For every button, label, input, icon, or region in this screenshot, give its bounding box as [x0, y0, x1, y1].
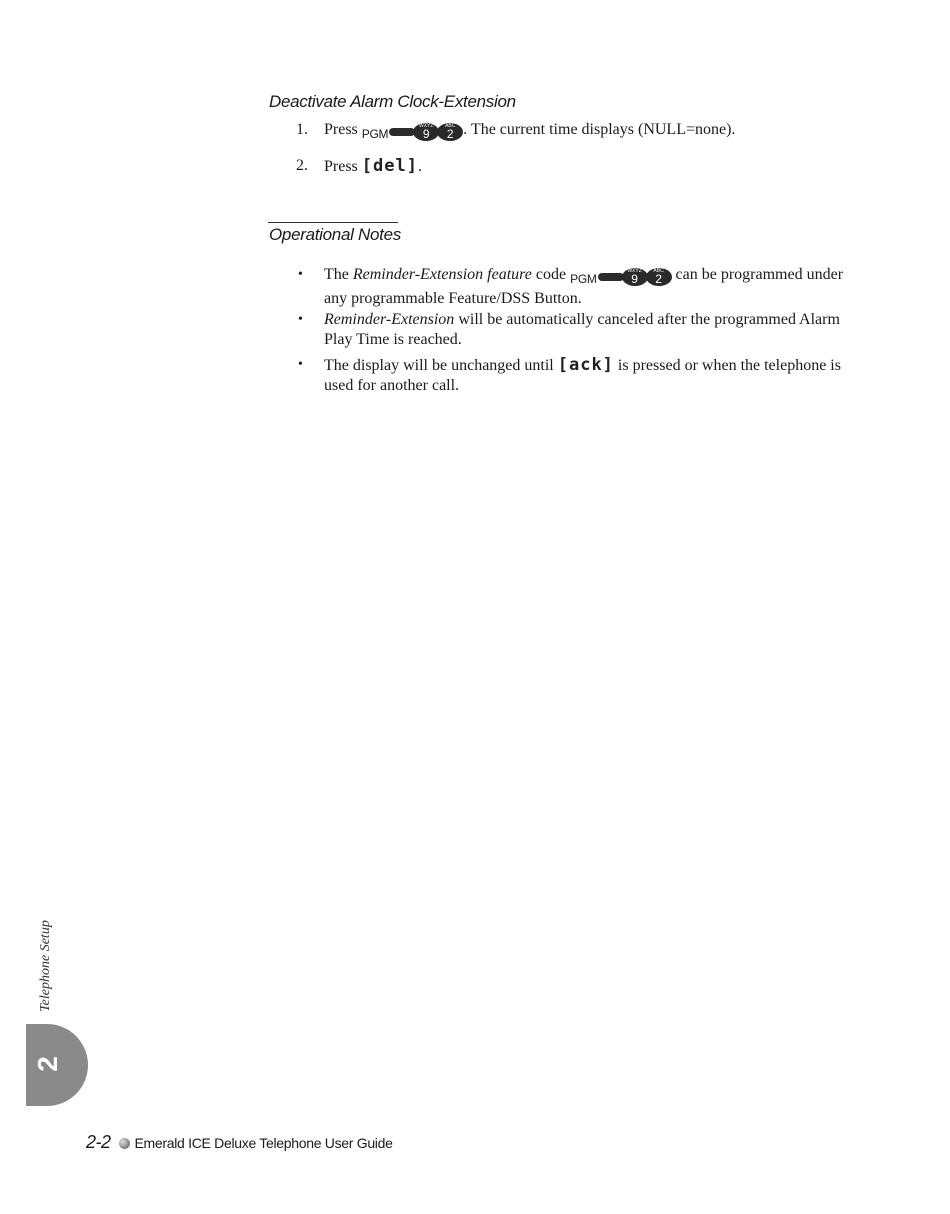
del-softkey: [del]: [361, 156, 418, 176]
key-2-icon: ABC 2: [437, 123, 463, 141]
key-9-icon: WXYZ 9: [413, 123, 439, 141]
page-footer: [86, 1132, 393, 1153]
bullet-dot-icon: [119, 1138, 130, 1149]
step-text: Press PGM WXYZ 9 ABC 2 . The current time displays (NULL=none).: [324, 120, 859, 144]
key-9-icon: WXYZ 9: [622, 268, 648, 286]
section-heading-deactivate: Deactivate Alarm Clock-Extension: [269, 92, 516, 111]
pgm-key-label: PGM: [570, 272, 597, 286]
chapter-tab: [26, 1024, 88, 1106]
step-text: Press [del].: [324, 156, 422, 176]
step-number: 1.: [296, 121, 308, 138]
key-sequence-pgm-9-2: [570, 268, 671, 289]
chapter-title: Telephone Setup: [38, 920, 53, 1012]
note-text: The Reminder-Extension feature code PGM WXYZ 9 ABC 2 can be programmed under any programmable Feature/DSS Button.: [324, 266, 844, 307]
pgm-key-label: PGM: [361, 127, 389, 141]
bullet-icon: •: [298, 357, 303, 372]
note-text: The display will be unchanged until [ack] is pressed or when the telephone is used for another call.: [324, 355, 841, 394]
key-2-icon: ABC 2: [646, 268, 672, 286]
chapter-number: 2: [32, 1056, 63, 1072]
note-text: Reminder-Extension will be automatically canceled after the programmed Alarm Play Time is reached.: [324, 311, 840, 348]
bullet-icon: •: [298, 312, 303, 327]
page-number: 2-2: [86, 1132, 111, 1152]
ack-softkey: [ack]: [557, 355, 614, 375]
section-heading-operational-notes: Operational Notes: [269, 225, 401, 244]
bullet-icon: •: [298, 267, 303, 282]
step-number: 2.: [296, 157, 308, 174]
pgm-button-icon: [598, 273, 624, 281]
document-title: Emerald ICE Deluxe Telephone User Guide: [134, 1135, 393, 1151]
key-sequence-pgm-9-2: [362, 123, 463, 144]
pgm-button-icon: [389, 128, 415, 136]
section-divider: [268, 222, 398, 223]
